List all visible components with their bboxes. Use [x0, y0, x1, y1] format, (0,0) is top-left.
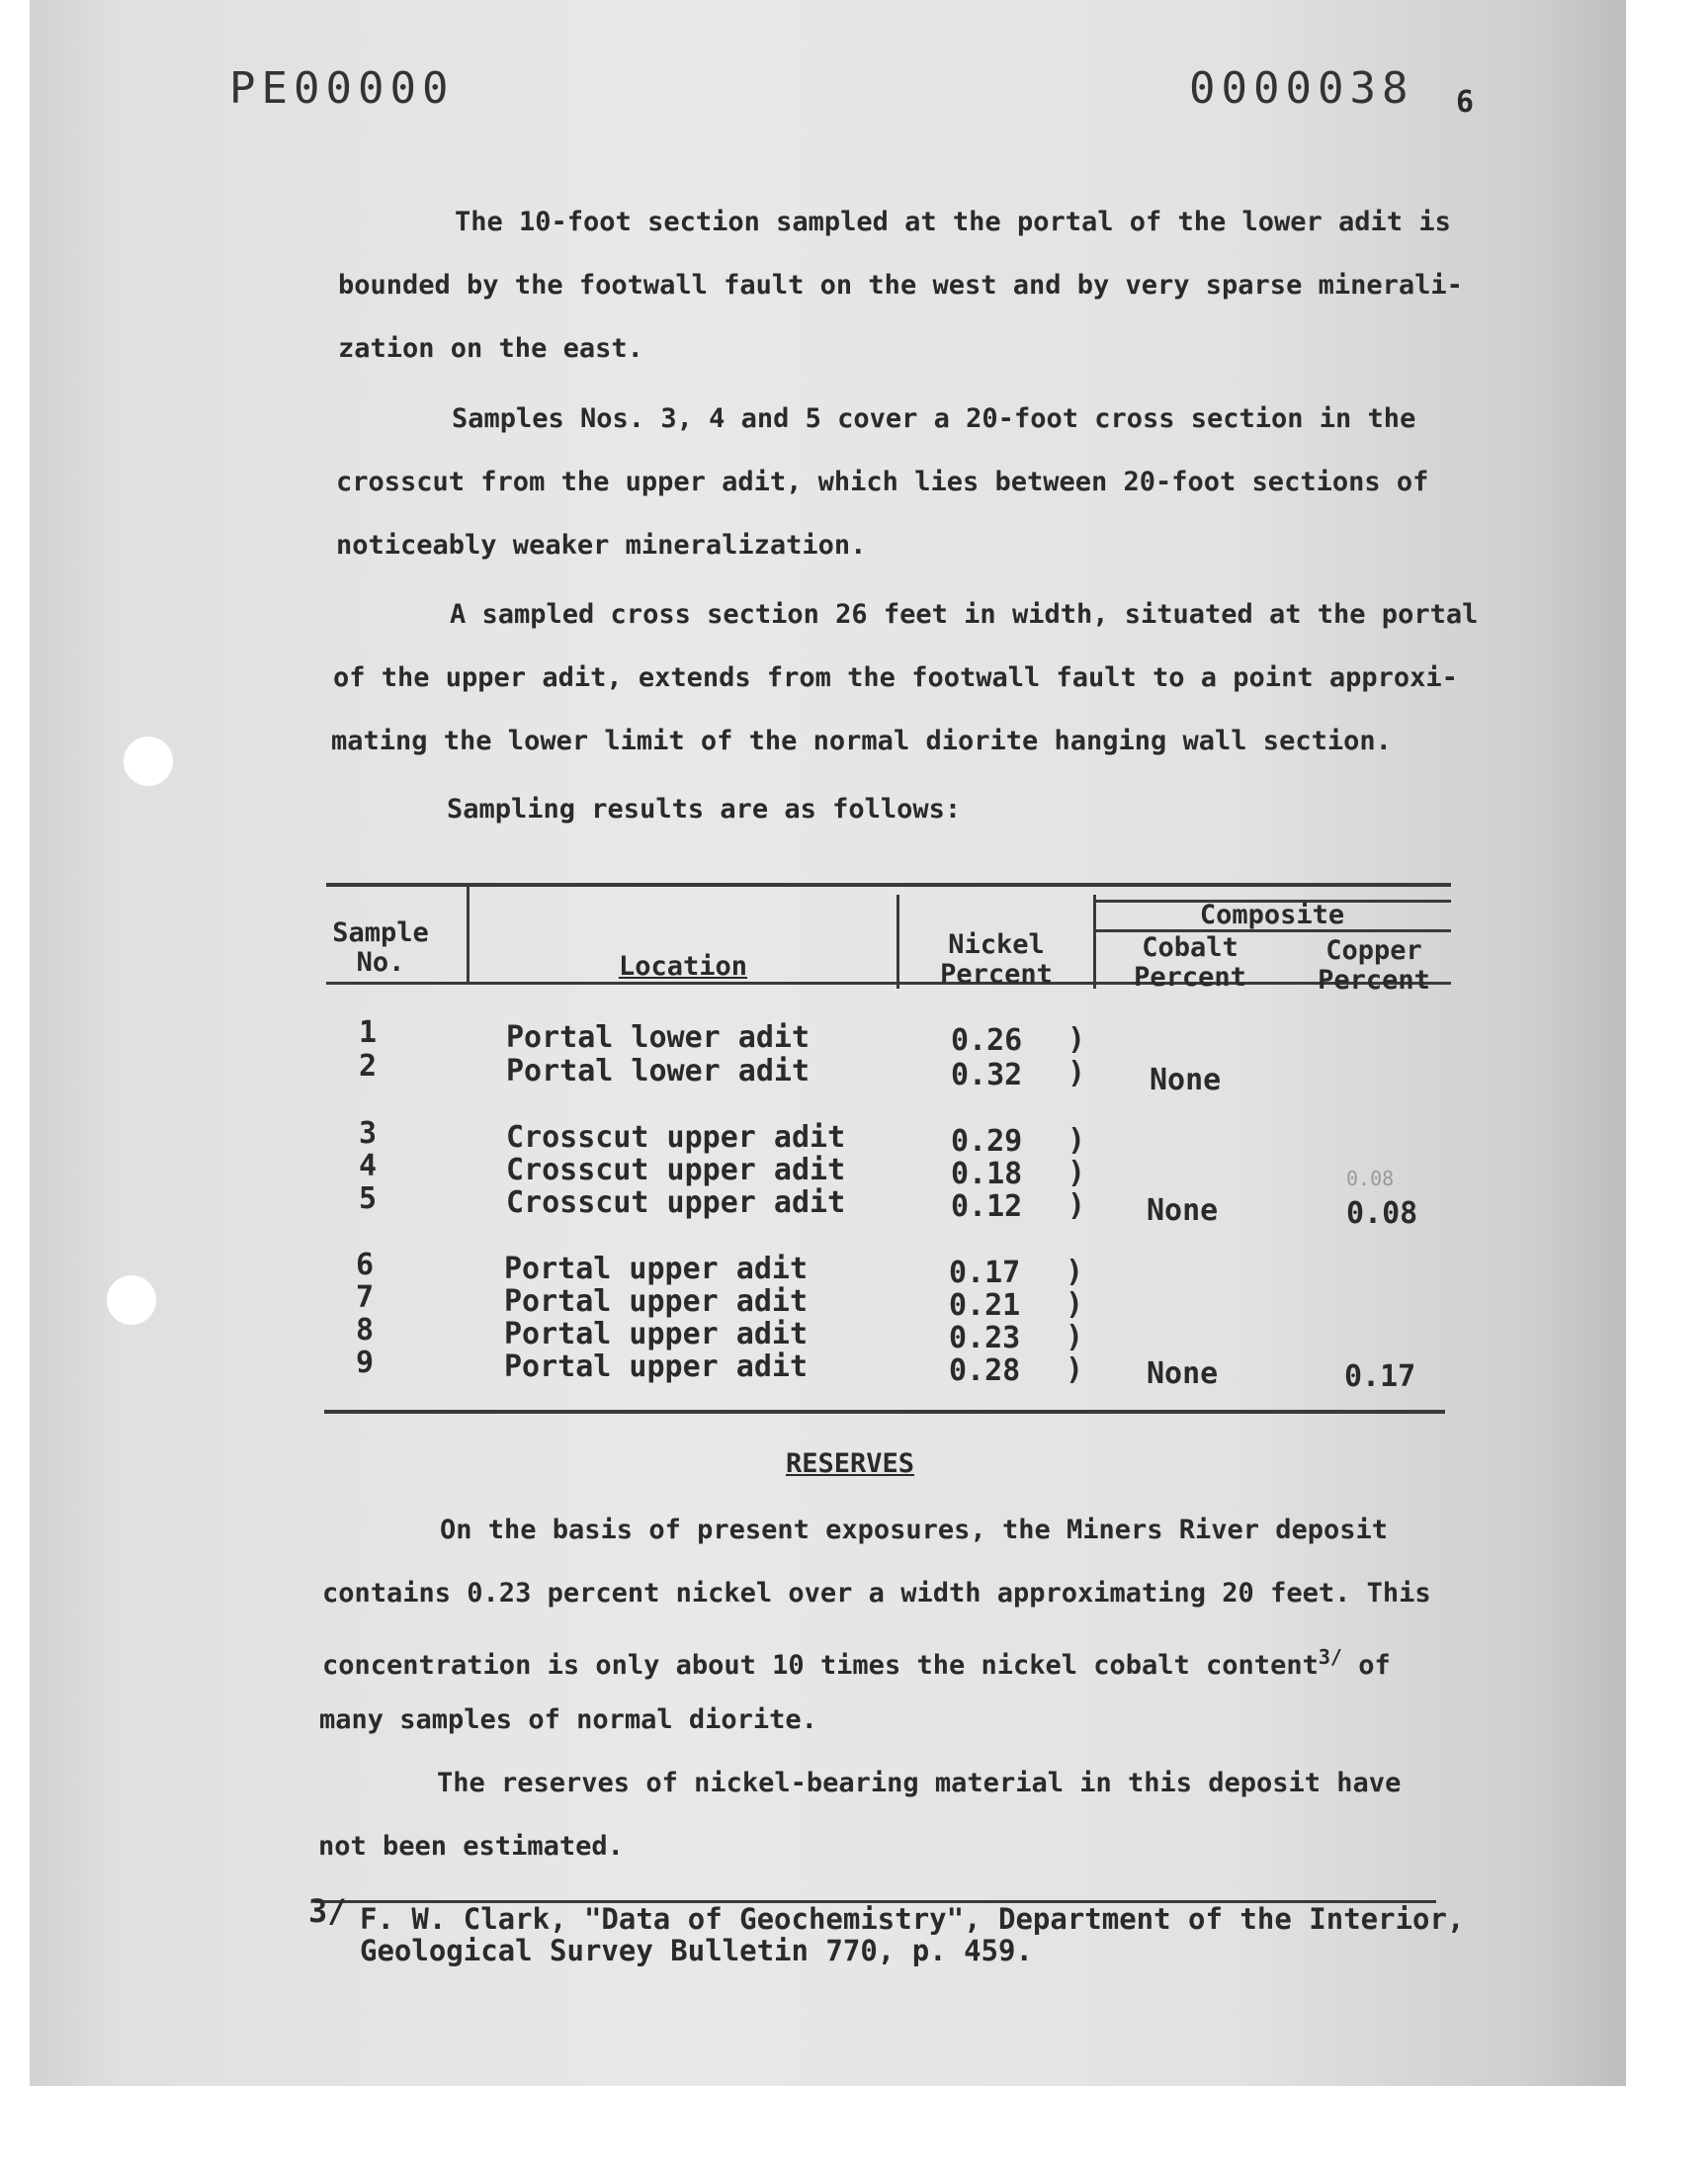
table-cell-location: Portal lower adit [506, 1054, 811, 1088]
paragraph-line: not been estimated. [318, 1831, 624, 1862]
paragraph-line: concentration is only about 10 times the nickel cobalt content$^{3/}$ of [322, 1645, 1391, 1681]
footnote-marker: 3/ [308, 1892, 347, 1930]
table-cell-nickel: 0.32 [951, 1058, 1023, 1092]
table-cell-sample-no: 9 [356, 1346, 375, 1380]
table-cell-location: Crosscut upper adit [506, 1185, 846, 1220]
table-cell-location: Crosscut upper adit [506, 1120, 846, 1155]
header-cobalt: Cobalt Percent [1134, 932, 1246, 993]
grouping-bracket: ) ) ) ) [1066, 1255, 1084, 1387]
table-cell-location: Portal upper adit [504, 1252, 809, 1286]
paragraph-line: many samples of normal diorite. [319, 1704, 817, 1735]
paragraph-line: The 10-foot section sampled at the portal of the lower adit is [455, 207, 1451, 237]
table-cell-nickel: 0.18 [951, 1157, 1023, 1191]
punch-hole [124, 737, 173, 786]
table-cell-nickel: 0.23 [949, 1321, 1021, 1355]
paragraph-line: Sampling results are as follows: [447, 794, 962, 825]
page-number: 6 [1456, 85, 1475, 120]
paragraph-line: On the basis of present exposures, the Miners River deposit [440, 1515, 1389, 1545]
table-cell-sample-no: 8 [356, 1313, 375, 1348]
table-cell-location: Crosscut upper adit [506, 1153, 846, 1187]
paragraph-line: noticeably weaker mineralization. [336, 530, 867, 561]
table-cell-copper: 0.08 [1346, 1196, 1418, 1231]
header-copper: Copper Percent [1318, 935, 1430, 996]
section-heading-reserves: RESERVES [786, 1448, 915, 1479]
footnote-line: Geological Survey Bulletin 770, p. 459. [360, 1934, 1033, 1967]
paragraph-line: Samples Nos. 3, 4 and 5 cover a 20-foot cross section in the [452, 403, 1416, 434]
table-cell-location: Portal upper adit [504, 1317, 809, 1351]
table-cell-cobalt: None [1147, 1356, 1219, 1391]
punch-hole [107, 1275, 156, 1325]
table-cell-cobalt: None [1147, 1193, 1219, 1228]
paragraph-line: The reserves of nickel-bearing material in this deposit have [437, 1768, 1402, 1798]
header-nickel: Nickel Percent [940, 929, 1053, 990]
footnote-line: F. W. Clark, "Data of Geochemistry", Department of the Interior, [360, 1902, 1465, 1936]
header-sample-no: Sample No. [332, 917, 429, 978]
table-cell-nickel: 0.29 [951, 1124, 1023, 1159]
table-cell-nickel: 0.26 [951, 1023, 1023, 1058]
paragraph-line: bounded by the footwall fault on the west and by very sparse minerali- [338, 270, 1463, 301]
header-composite: Composite [1199, 900, 1345, 930]
table-cell-nickel: 0.12 [951, 1189, 1023, 1224]
faint-duplicate-value: 0.08 [1346, 1167, 1395, 1190]
table-cell-sample-no: 2 [359, 1049, 378, 1084]
table-cell-nickel: 0.17 [949, 1256, 1021, 1290]
table-cell-nickel: 0.28 [949, 1353, 1021, 1388]
paragraph-line: crosscut from the upper adit, which lies between 20-foot sections of [336, 467, 1429, 497]
table-bottom-rule [324, 1410, 1445, 1414]
table-cell-copper: 0.17 [1344, 1359, 1416, 1394]
table-cell-sample-no: 7 [356, 1280, 375, 1315]
table-cell-sample-no: 5 [359, 1181, 378, 1216]
paragraph-line: A sampled cross section 26 feet in width, situated at the portal [450, 599, 1479, 630]
table-cell-location: Portal upper adit [504, 1349, 809, 1384]
table-cell-sample-no: 4 [359, 1149, 378, 1183]
header-location: Location [618, 951, 748, 982]
table-cell-sample-no: 1 [359, 1015, 378, 1050]
paragraph-line: zation on the east. [338, 333, 643, 364]
table-cell-nickel: 0.21 [949, 1288, 1021, 1323]
table-cell-sample-no: 3 [359, 1116, 378, 1151]
table-cell-location: Portal lower adit [506, 1020, 811, 1055]
paragraph-line: contains 0.23 percent nickel over a width approximating 20 feet. This [322, 1578, 1431, 1609]
grouping-bracket: ) ) [1068, 1022, 1086, 1090]
table-top-rule [326, 883, 1451, 887]
paragraph-line: mating the lower limit of the normal diorite hanging wall section. [331, 726, 1392, 756]
table-cell-sample-no: 6 [356, 1248, 375, 1282]
document-code-right: 0000038 [1189, 63, 1414, 114]
grouping-bracket: ) ) ) [1068, 1123, 1086, 1223]
document-code-left: PE00000 [229, 63, 455, 114]
footnote-reference: 3/ [1318, 1645, 1342, 1669]
paragraph-line: of the upper adit, extends from the footwall fault to a point approxi- [333, 662, 1458, 693]
table-cell-location: Portal upper adit [504, 1284, 809, 1319]
table-cell-cobalt: None [1150, 1063, 1222, 1097]
